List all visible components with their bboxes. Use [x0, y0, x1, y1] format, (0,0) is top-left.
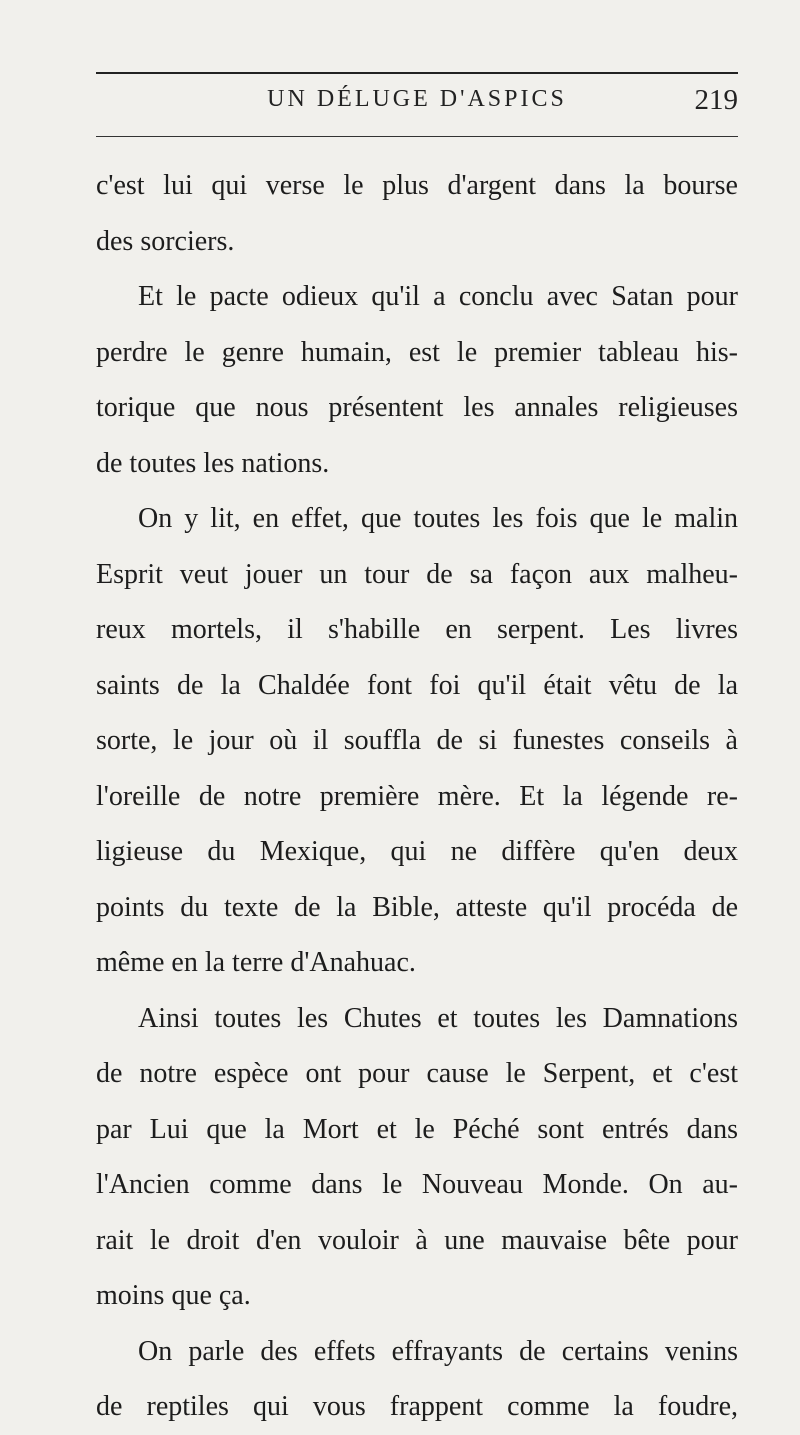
header-rule: [96, 136, 738, 137]
body-text: [96, 158, 738, 1435]
text-line: Et le pacte odieux qu'il a conclu avec Satan pour: [138, 281, 738, 312]
text-line: On parle des effets effrayants de certains venins: [138, 1335, 738, 1367]
text-line: reux mortels, il s'habille en serpent. Les livres: [96, 614, 738, 645]
text-line: perdre le genre humain, est le premier tableau his-: [96, 336, 738, 368]
text-line: points du texte de la Bible, atteste qu'il procéda de: [96, 891, 738, 923]
text-line: l'Ancien comme dans le Nouveau Monde. On au-: [96, 1169, 738, 1200]
text-line: saints de la Chaldée font foi qu'il était vêtu de la: [96, 669, 738, 701]
text-line: l'oreille de notre première mère. Et la légende re-: [96, 780, 738, 812]
page-number: 219: [694, 84, 738, 116]
text-line: Ainsi toutes les Chutes et toutes les Damnations: [138, 1002, 738, 1034]
text-line: On y lit, en effet, que toutes les fois que le malin: [138, 503, 738, 534]
text-line: moins que ça.: [96, 1280, 251, 1311]
text-line: rait le droit d'en vouloir à une mauvaise bête pour: [96, 1224, 738, 1256]
text-line: c'est lui qui verse le plus d'argent dans la bourse: [96, 170, 738, 201]
page-header: [96, 84, 738, 124]
text-line: de notre espèce ont pour cause le Serpent, et c'est: [96, 1058, 738, 1089]
text-line: sorte, le jour où il souffla de si funestes conseils à: [96, 725, 738, 756]
text-line: ligieuse du Mexique, qui ne diffère qu'en deux: [96, 836, 738, 867]
text-line: Esprit veut jouer un tour de sa façon aux malheu-: [96, 558, 738, 590]
text-line: des sorciers.: [96, 225, 235, 257]
text-line: même en la terre d'Anahuac.: [96, 947, 416, 978]
top-rule: [96, 72, 738, 74]
text-line: de toutes les nations.: [96, 447, 330, 479]
text-line: de reptiles qui vous frappent comme la foudre,: [96, 1391, 738, 1422]
running-title: UN DÉLUGE D'ASPICS: [267, 86, 567, 112]
text-line: par Lui que la Mort et le Péché sont entrés dans: [96, 1113, 738, 1145]
text-line: torique que nous présentent les annales religieuses: [96, 392, 738, 423]
